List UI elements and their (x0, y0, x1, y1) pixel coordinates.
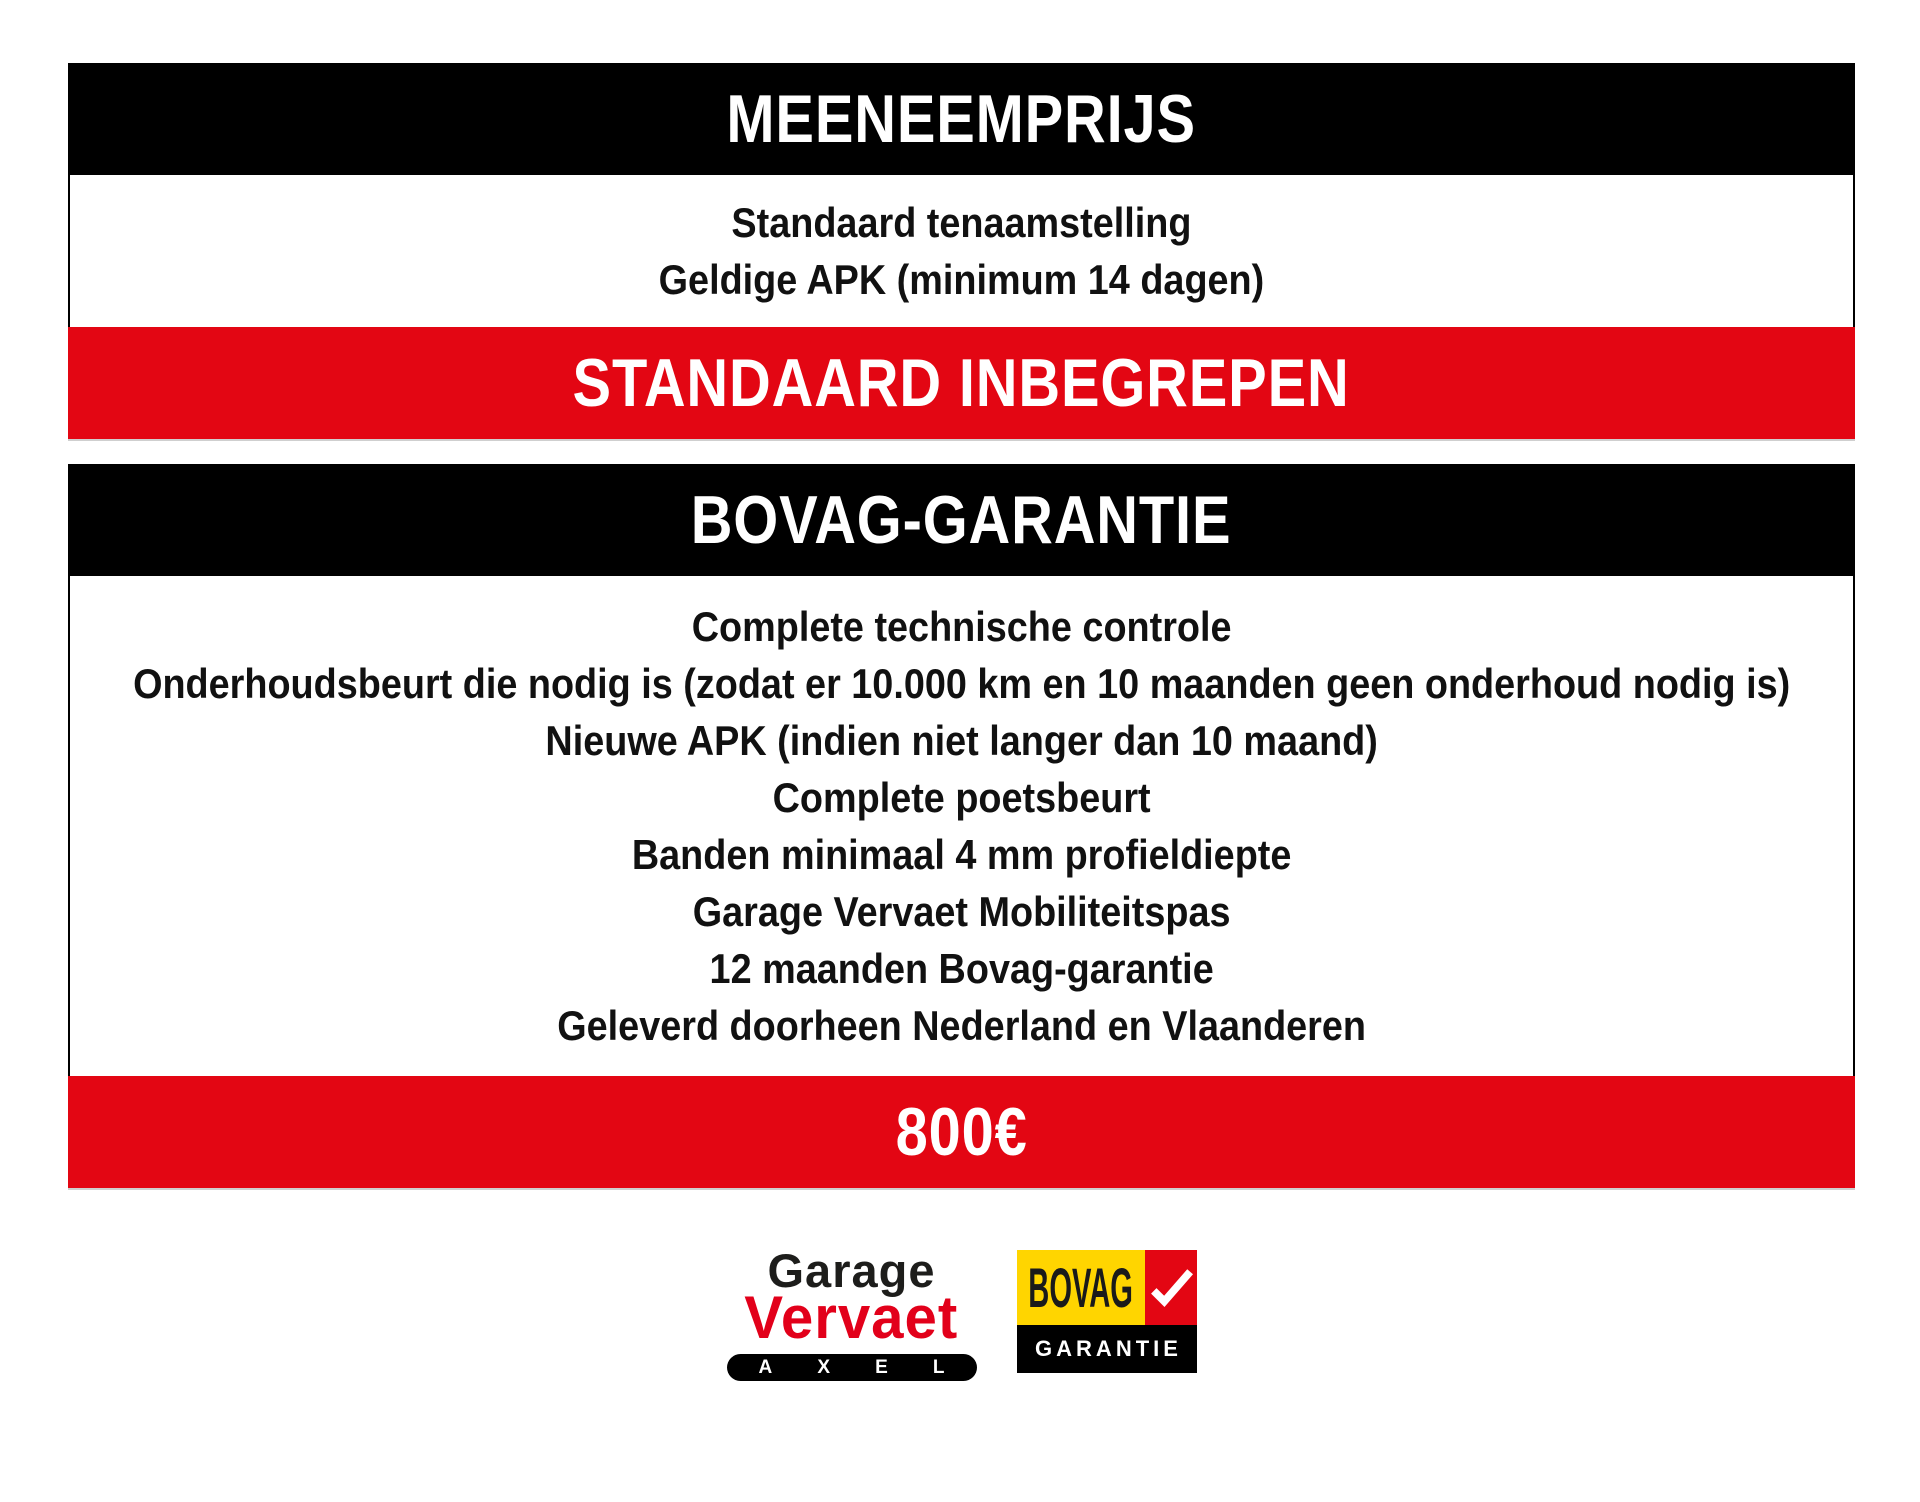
bovag-logo-yellow-block (1017, 1250, 1145, 1325)
price-text: 800€ (895, 1094, 1028, 1170)
panel-gap (68, 439, 1855, 464)
body-line: Geleverd doorheen Nederland en Vlaanderen (557, 1002, 1366, 1049)
garage-vervaet-logo-top: Garage (767, 1244, 936, 1297)
poster (68, 63, 1855, 1381)
meeneemprijs-title: MEENEEMPRIJS (726, 81, 1197, 157)
body-line: Banden minimaal 4 mm profieldiepte (631, 831, 1292, 878)
body-line: Complete poetsbeurt (772, 774, 1151, 821)
check-icon (1149, 1268, 1193, 1308)
price-bar (68, 1076, 1855, 1188)
bovag-garantie-title: BOVAG-GARANTIE (691, 482, 1232, 558)
footer-logos (68, 1244, 1855, 1381)
garage-vervaet-logo-name: Vervaet (744, 1284, 959, 1351)
bovag-logo (1017, 1250, 1197, 1373)
meeneemprijs-body (68, 175, 1855, 327)
meeneemprijs-header-bar (68, 63, 1855, 175)
panel-meeneemprijs (68, 63, 1855, 439)
bovag-logo-red-block (1145, 1250, 1197, 1325)
body-line: Onderhoudsbeurt die nodig is (zodat er 10.000 km en 10 maanden geen onderhoud nodig is) (132, 660, 1791, 707)
bovag-garantie-header-bar (68, 464, 1855, 576)
body-line: Standaard tenaamstelling (731, 199, 1192, 246)
axel-badge-letter: A (758, 1357, 773, 1378)
panel-bovag-garantie (68, 464, 1855, 1188)
axel-badge-letter: E (875, 1357, 888, 1378)
body-line: Garage Vervaet Mobiliteitspas (692, 888, 1231, 935)
axel-badge-letter: X (817, 1357, 831, 1378)
standaard-inbegrepen-bar (68, 327, 1855, 439)
bovag-logo-subtitle: GARANTIE (1035, 1336, 1182, 1361)
axel-badge (727, 1354, 977, 1381)
body-line: 12 maanden Bovag-garantie (709, 945, 1214, 992)
bovag-logo-top (1017, 1250, 1197, 1325)
meeneemprijs-lines (659, 194, 1265, 308)
axel-badge-letter: L (932, 1357, 945, 1378)
bovag-logo-bottom-bar (1017, 1325, 1197, 1373)
bovag-garantie-lines (133, 598, 1790, 1054)
body-line: Complete technische controle (691, 603, 1232, 650)
body-line: Nieuwe APK (indien niet langer dan 10 maand) (545, 717, 1378, 764)
bovag-garantie-body (68, 576, 1855, 1076)
standaard-inbegrepen-title: STANDAARD INBEGREPEN (572, 345, 1351, 421)
garage-vervaet-logo (727, 1244, 977, 1381)
body-line: Geldige APK (minimum 14 dagen) (658, 256, 1265, 303)
bovag-logo-title: BOVAG (1028, 1255, 1133, 1319)
